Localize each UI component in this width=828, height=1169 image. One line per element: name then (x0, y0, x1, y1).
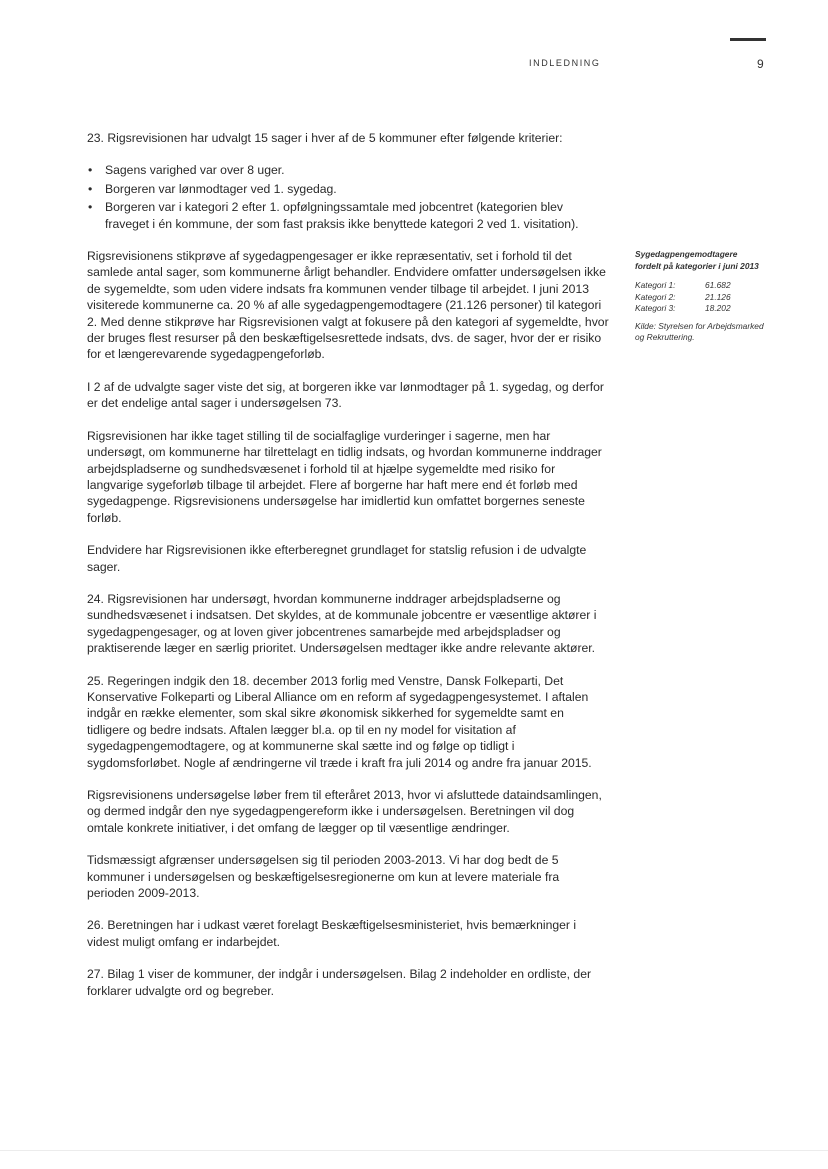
paragraph-23: 23. Rigsrevisionen har udvalgt 15 sager i hver af de 5 kommuner efter følgende kriterier: (87, 131, 563, 145)
paragraph-26: 26. Beretningen har i udkast været forelagt Beskæftigelsesministeriet, hvis bemærkninger i videst muligt omfang er indarbejdet. (87, 918, 577, 949)
paragraph-25: 25. Regeringen indgik den 18. december 2013 forlig med Venstre, Dansk Folkeparti, Det Konservative Folkeparti og Liberal Alliance om en reform af sygedagpengesystemet. I aftalen indgår en række elementer, som skal sikre økonomisk sikkerhed for sygemeldte samt en tidligere og bedre indsats. Aftalen lægger bl.a. op til en ny model for visitation af sygedagpengemodtagere, og at kommunerne skal sætte ind og følge op tidligt i sygdomsforløbet. Nogle af ændringerne vil træde i kraft fra juli 2014 og andre fra januar 2015. (87, 673, 592, 770)
table-row (635, 303, 731, 315)
table-row (635, 292, 731, 304)
sidebar-source: Kilde: Styrelsen for Arbejdsmarked og Rekruttering. (635, 320, 764, 342)
category-label: Kategori 3: (635, 303, 676, 313)
category-value: 21.126 (705, 291, 731, 302)
paragraph-refund: Endvidere har Rigsrevisionen ikke efterberegnet grundlaget for statslig refusion i de udvalgte sager. (87, 543, 587, 574)
category-table (635, 280, 731, 315)
criteria-item: • Borgeren var lønmodtager ved 1. sygedag. (87, 181, 609, 197)
footer-rule (0, 1150, 828, 1151)
sidebar-title: Sygedagpengemodtagere fordelt på kategorier i juni 2013 (635, 249, 759, 271)
criteria-item: • Borgeren var i kategori 2 efter 1. opfølgningssamtale med jobcentret (kategorien blev fraveget i én kommune, der som fast praksis ikke benyttede kategori 2 ved 1. visitation). (87, 199, 609, 232)
paragraph-period: Rigsrevisionens undersøgelse løber frem til efteråret 2013, hvor vi afsluttede dataindsamlingen, og dermed indgår den nye sygedagpengereform ikke i undersøgelsen. Beretningen vil dog omtale konkrete initiativer, i det omfang de lægger op til væsentlige ændringer. (87, 788, 602, 835)
criteria-list (87, 162, 609, 232)
category-label: Kategori 1: (635, 280, 676, 290)
page-number: 9 (757, 57, 764, 71)
paragraph-timeframe: Tidsmæssigt afgrænser undersøgelsen sig til perioden 2003-2013. Vi har dog bedt de 5 kommuner i undersøgelsen og beskæftigelsesregionerne om kun at levere materiale fra perioden 2009-2013. (87, 853, 560, 901)
category-value: 61.682 (705, 280, 731, 290)
paragraph-24: 24. Rigsrevisionen har undersøgt, hvordan kommunerne inddrager arbejdspladserne og sundhedsvæsenet i indsatsen. Det skyldes, at de kommunale jobcentre er væsentlige aktører i sygedagpengesager, og at loven giver jobcentrenes samarbejde med arbejdspladser og praktiserende læger en særlig prioritet. Undersøgelsen medtager ikke andre relevante aktører. (87, 591, 597, 656)
category-label: Kategori 2: (635, 291, 676, 302)
main-text (87, 130, 609, 1015)
paragraph-27: 27. Bilag 1 viser de kommuner, der indgår i undersøgelsen. Bilag 2 indeholder en ordliste, der forklarer udvalgte ord og begreber. (87, 967, 592, 998)
paragraph-excluded-cases: I 2 af de udvalgte sager viste det sig, at borgeren ikke var lønmodtager på 1. sygedag, og derfor er det endelige antal sager i undersøgelsen 73. (87, 379, 604, 411)
paragraph-sample: Rigsrevisionens stikprøve af sygedagpengesager er ikke repræsentativ, set i forhold til det samlede antal sager, som kommunerne årligt behandler. Endvidere omfatter undersøgelsen ikke de sygemeldte, som uden videre indsats fra kommunen vender tilbage til arbejdet. I juni 2013 visiterede kommunerne ca. 20 % af alle sygedagpengemodtagere (21.126 personer) til kategori 2. Med denne stikprøve har Rigsrevisionen valgt at fokusere på den kategori af sygemeldte, hvor der bruges flest resurser på den beskæftigelsesrettede indsats, dvs. de sager, hvor der er risiko for et længerevarende sygedagpengeforløb. (87, 249, 609, 362)
sidebar-note (635, 249, 765, 344)
paragraph-assessments: Rigsrevisionen har ikke taget stilling til de socialfaglige vurderinger i sagerne, men har undersøgt, om kommunerne har tilrettelagt en tidlig indsats, og hvordan kommunerne inddrager arbejdspladserne og sundhedsvæsenet i forhold til at hjælpe sygemeldte med risiko for langvarige sygeforløb tilbage til arbejdet. Flere af borgerne har haft mere end ét forløb med sygedagpenge. Rigsrevisionens undersøgelse har imidlertid kun omfattet borgernes seneste forløb. (87, 428, 602, 525)
section-title: INDLEDNING (529, 58, 601, 68)
top-rule (730, 38, 766, 41)
criteria-item: • Sagens varighed var over 8 uger. (87, 162, 609, 178)
category-value: 18.202 (705, 303, 731, 313)
page-header (0, 58, 828, 72)
table-row (635, 280, 731, 292)
